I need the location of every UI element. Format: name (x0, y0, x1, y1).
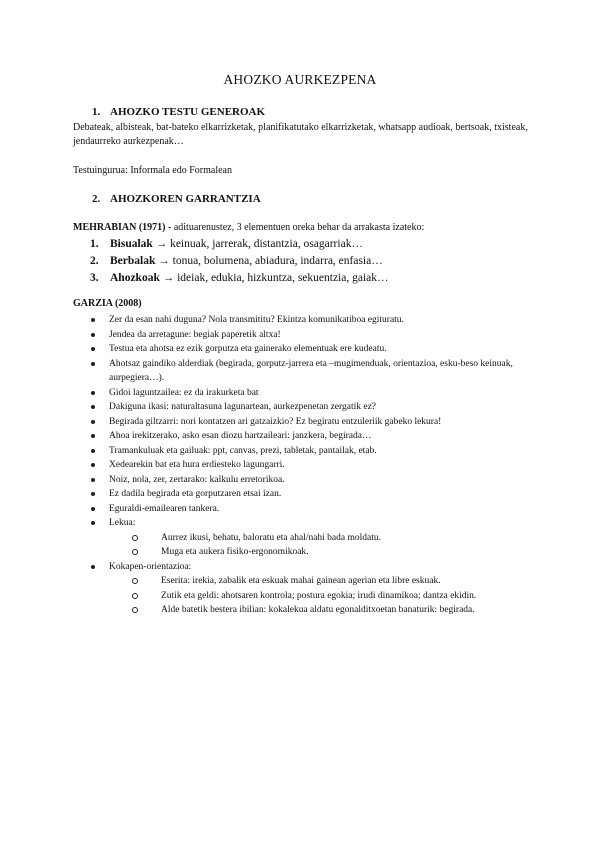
garzia-bullet-list (88, 313, 528, 618)
mehrabian-text: adituarenustez, 3 elementuen oreka behar da arrakasta izateko: (171, 222, 425, 233)
garzia-heading (73, 297, 533, 311)
list-item-text: Noiz, nola, zer, zertarako: kalkulu erretorikoa. (109, 474, 285, 485)
list-item-text: Xedearekin bat eta hura erdiesteko lagungarri. (109, 460, 285, 470)
sub-list-item-text: Eserita: irekia, zabalik eta eskuak mahai gainean agerian eta libre eskuak. (161, 576, 441, 586)
bullet-icon (91, 333, 95, 337)
bullet-icon (91, 347, 95, 351)
list-item-text: → ideiak, edukia, hizkuntza, sekuentzia, gaiak… (159, 272, 389, 284)
elements-list (90, 236, 389, 287)
list-item-label: Bisualak (110, 238, 153, 250)
list-item-text: Gidoi laguntzailea: ez da irakurketa bat (109, 387, 259, 398)
section-2-title: AHOZKOREN GARRANTZIA (110, 193, 261, 205)
bullet-icon (91, 449, 95, 453)
list-item-text: Eguraldi-emailearen tankera. (109, 503, 220, 514)
list-item-text: Kokapen-orientazioa: (109, 561, 192, 572)
list-item-label: Ahozkoak (110, 272, 160, 284)
bullet-icon (91, 507, 95, 511)
bullet-icon (91, 565, 95, 569)
circle-bullet-icon (132, 578, 138, 584)
sub-list-item-text: Aurrez ikusi, behatu, baloratu eta ahal/nahi bada moldatu. (161, 532, 382, 543)
list-item-text: → keinuak, jarrerak, distantzia, osagarriak… (152, 238, 363, 250)
circle-bullet-icon (132, 607, 138, 613)
bullet-icon (91, 318, 95, 322)
list-item (88, 328, 528, 343)
section-1-title: AHOZKO TESTU GENEROAK (110, 106, 266, 118)
sub-list-item (88, 589, 528, 604)
list-item (88, 502, 528, 517)
bullet-icon (91, 391, 95, 395)
list-item-text: Ez dadila begirada eta gorputzaren etsai izan. (109, 489, 282, 499)
bullet-icon (91, 362, 95, 366)
list-item (88, 386, 528, 401)
list-item-text: Tramankuluak eta gailuak: ppt, canvas, prezi, tabletak, pantailak, etab. (109, 445, 377, 456)
list-item-text: Lekua: (109, 518, 136, 528)
list-item-kokapen (88, 560, 528, 575)
list-item (90, 253, 389, 270)
mehrabian-paragraph (73, 221, 533, 235)
bullet-icon (91, 405, 95, 409)
garzia-label: GARZIA (2008) (73, 298, 142, 309)
section-2-number: 2. (92, 193, 101, 205)
circle-bullet-icon (132, 593, 138, 599)
list-item (88, 400, 528, 415)
list-item-text: Jendea da arretagune: begiak paperetik altxa! (109, 329, 281, 340)
bullet-icon (91, 478, 95, 482)
bullet-icon (91, 434, 95, 438)
list-item (88, 415, 528, 430)
list-item (90, 236, 389, 253)
sub-list-item (88, 603, 528, 618)
context-line: Testuingurua: Informala edo Formalean (73, 165, 232, 176)
list-item-text: Begirada giltzarri: nori kontatzen ari gatzaizkio? Ez begiratu entzuleriik gabeko lekura! (109, 416, 442, 427)
list-item-label: Berbalak (110, 255, 156, 267)
list-item (88, 342, 528, 357)
list-item (88, 458, 528, 473)
list-item (88, 487, 528, 502)
sub-list-item-text: Zutik eta geldi: ahotsaren kontrola; postura egokia; irudi dinamikoa; dantza ekidin. (161, 590, 477, 601)
list-item-number: 1. (90, 238, 99, 250)
list-item (88, 357, 528, 386)
section-1-number: 1. (92, 106, 101, 118)
sub-list-item (88, 545, 528, 560)
page-title: AHOZKO AURKEZPENA (223, 72, 377, 87)
section-2-heading (92, 193, 261, 205)
list-item-text: Zer da esan nahi duguna? Nola transmititu? Ekintza komunikatiboa egituratu. (109, 315, 404, 325)
bullet-icon (91, 521, 95, 525)
sub-list-item-text: Alde batetik bestera ibilian: kokalekua aldatu egonalditxoetan banaturik: begirada. (161, 605, 475, 615)
bullet-icon (91, 420, 95, 424)
bullet-icon (91, 463, 95, 467)
list-item-lekua (88, 516, 528, 531)
list-item-text: Ahoa irekitzerako, asko esan diozu hartzaileari: janzkera, begirada… (109, 431, 372, 441)
circle-bullet-icon (132, 549, 138, 555)
list-item-number: 3. (90, 272, 99, 284)
bullet-icon (91, 492, 95, 496)
list-item (88, 444, 528, 459)
list-item (88, 429, 528, 444)
list-item (88, 313, 528, 328)
list-item-text: Dakiguna ikasi: naturaltasuna lagunartean, aurkezpenetan zergatik ez? (109, 402, 377, 412)
circle-bullet-icon (132, 535, 138, 541)
list-item (88, 473, 528, 488)
list-item-number: 2. (90, 255, 99, 267)
list-item-text: Testua eta ahotsa ez ezik gorputza eta gainerako elementuak ere kudeatu. (109, 344, 387, 354)
mehrabian-label: MEHRABIAN (1971) - (73, 222, 172, 233)
list-item-text: → tonua, bolumena, abiadura, indarra, enfasia… (155, 255, 383, 267)
list-item (90, 270, 389, 287)
section-1-heading (92, 106, 265, 118)
sub-list-item (88, 574, 528, 589)
sub-list-item (88, 531, 528, 546)
sub-list-item-text: Muga eta aukera fisiko-ergonomikoak. (161, 547, 309, 557)
section-1-text: Debateak, albisteak, bat-bateko elkarrizketak, planifikatutako elkarrizketak, whatsapp audioak, bertsoak, txisteak, jendaurreko aurkezpenak… (73, 122, 528, 147)
list-item-text: Ahotsaz gaindiko alderdiak (begirada, gorputz-jarrera eta –mugimenduak, orientazioa, esku-beso keinuak, aurpegiera…). (109, 358, 513, 383)
